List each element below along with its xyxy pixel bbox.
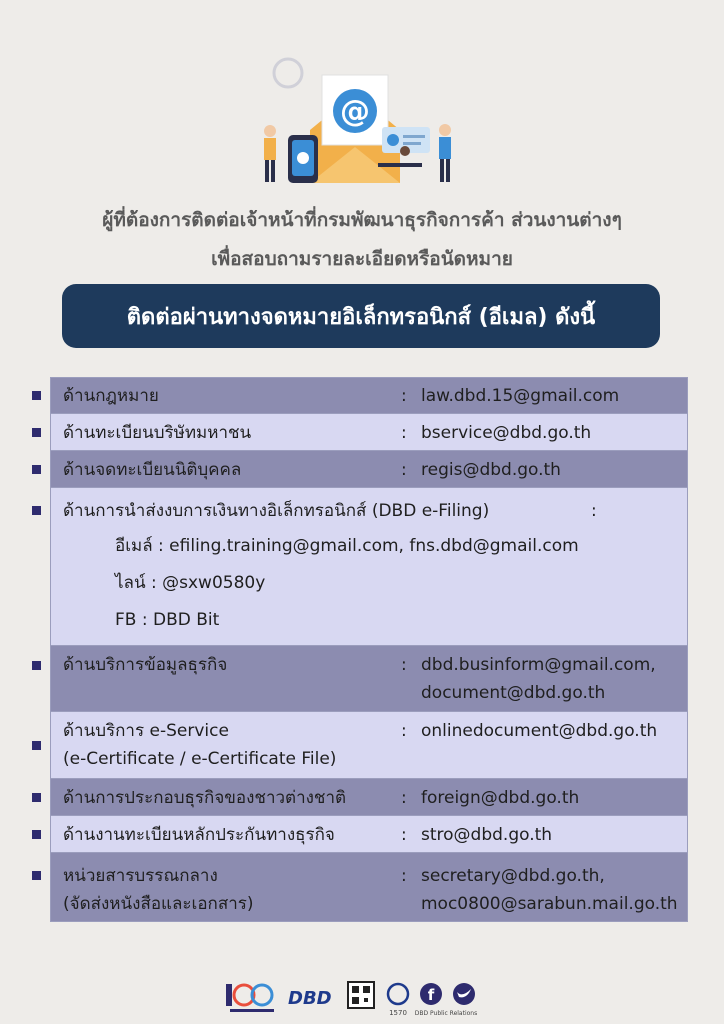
separator: : bbox=[401, 655, 407, 675]
department-label: ด้านจดทะเบียนนิติบุคคล bbox=[63, 460, 242, 480]
email-value[interactable]: moc0800@sarabun.mail.go.th bbox=[421, 894, 678, 914]
at-symbol: @ bbox=[340, 94, 370, 129]
headline-line-2: เพื่อสอบถามรายละเอียดหรือนัดหมาย bbox=[211, 248, 513, 270]
email-value[interactable]: onlinedocument@dbd.go.th bbox=[421, 721, 658, 741]
bullet-icon bbox=[32, 428, 41, 437]
separator: : bbox=[401, 825, 407, 845]
bullet-icon bbox=[32, 661, 41, 670]
efiling-email[interactable]: อีเมล์ : efiling.training@gmail.com, fns.dbd@gmail.com bbox=[115, 536, 579, 556]
department-label: ด้านการประกอบธุรกิจของชาวต่างชาติ bbox=[63, 788, 347, 808]
dbd-logo: DBD bbox=[288, 988, 332, 1009]
headline-line-1: ผู้ที่ต้องการติดต่อเจ้าหน้าที่กรมพัฒนาธุรกิจการค้า ส่วนงานต่างๆ bbox=[102, 209, 622, 231]
hero-illustration bbox=[240, 55, 480, 190]
bullet-icon bbox=[32, 391, 41, 400]
bullet-icon bbox=[32, 871, 41, 880]
department-label: ด้านบริการข้อมูลธุรกิจ bbox=[63, 655, 228, 675]
person-icon-2 bbox=[439, 124, 451, 136]
contact-row bbox=[50, 413, 688, 450]
email-value[interactable]: regis@dbd.go.th bbox=[421, 460, 561, 480]
email-value[interactable]: foreign@dbd.go.th bbox=[421, 788, 580, 808]
department-sublabel: (จัดส่งหนังสือและเอกสาร) bbox=[63, 894, 254, 914]
email-value[interactable]: law.dbd.15@gmail.com bbox=[421, 386, 620, 406]
department-label: ด้านบริการ e-Service bbox=[63, 721, 229, 741]
svg-text:f: f bbox=[427, 986, 435, 1004]
separator: : bbox=[591, 501, 597, 521]
contact-row bbox=[50, 852, 688, 922]
contact-row bbox=[50, 645, 688, 711]
department-label: ด้านการนำส่งงบการเงินทางอิเล็กทรอนิกส์ (DBD e-Filing) bbox=[63, 501, 490, 521]
footer-logos bbox=[226, 978, 486, 1018]
bullet-icon bbox=[32, 506, 41, 515]
separator: : bbox=[401, 423, 407, 443]
contact-row bbox=[50, 711, 688, 778]
person-icon bbox=[264, 125, 276, 137]
department-label: ด้านทะเบียนบริษัทมหาชน bbox=[63, 423, 252, 443]
bullet-icon bbox=[32, 465, 41, 474]
hotline-icon bbox=[388, 984, 408, 1004]
moc-logo bbox=[226, 984, 274, 1012]
bullet-icon bbox=[32, 741, 41, 750]
hotline-number: 1570 bbox=[389, 1009, 407, 1017]
separator: : bbox=[401, 460, 407, 480]
bullet-icon bbox=[32, 830, 41, 839]
qr-code-icon bbox=[348, 982, 374, 1008]
contact-banner: ติดต่อผ่านทางจดหมายอิเล็กทรอนิกส์ (อีเมล) ดังนี้ bbox=[62, 284, 660, 348]
contact-row bbox=[50, 450, 688, 487]
contact-row bbox=[50, 377, 688, 413]
email-value[interactable]: stro@dbd.go.th bbox=[421, 825, 553, 845]
bullet-icon bbox=[32, 793, 41, 802]
separator: : bbox=[401, 866, 407, 886]
separator: : bbox=[401, 386, 407, 406]
department-label: ด้านกฎหมาย bbox=[63, 386, 159, 406]
efiling-line-id[interactable]: ไลน์ : @sxw0580y bbox=[115, 573, 266, 593]
contact-row bbox=[50, 815, 688, 852]
department-label: หน่วยสารบรรณกลาง bbox=[63, 866, 218, 886]
department-label: ด้านงานทะเบียนหลักประกันทางธุรกิจ bbox=[63, 825, 335, 845]
email-value[interactable]: bservice@dbd.go.th bbox=[421, 423, 592, 443]
email-value[interactable]: secretary@dbd.go.th, bbox=[421, 866, 605, 886]
contact-row bbox=[50, 778, 688, 815]
separator: : bbox=[401, 788, 407, 808]
email-value[interactable]: dbd.businform@gmail.com, bbox=[421, 655, 656, 675]
efiling-facebook[interactable]: FB : DBD Bit bbox=[115, 610, 220, 630]
separator: : bbox=[401, 721, 407, 741]
footer-caption: DBD Public Relations bbox=[414, 1010, 478, 1017]
department-sublabel: (e-Certificate / e-Certificate File) bbox=[63, 749, 337, 769]
gear-icon bbox=[274, 59, 302, 87]
email-value[interactable]: document@dbd.go.th bbox=[421, 683, 606, 703]
contact-row-efiling bbox=[50, 487, 688, 645]
